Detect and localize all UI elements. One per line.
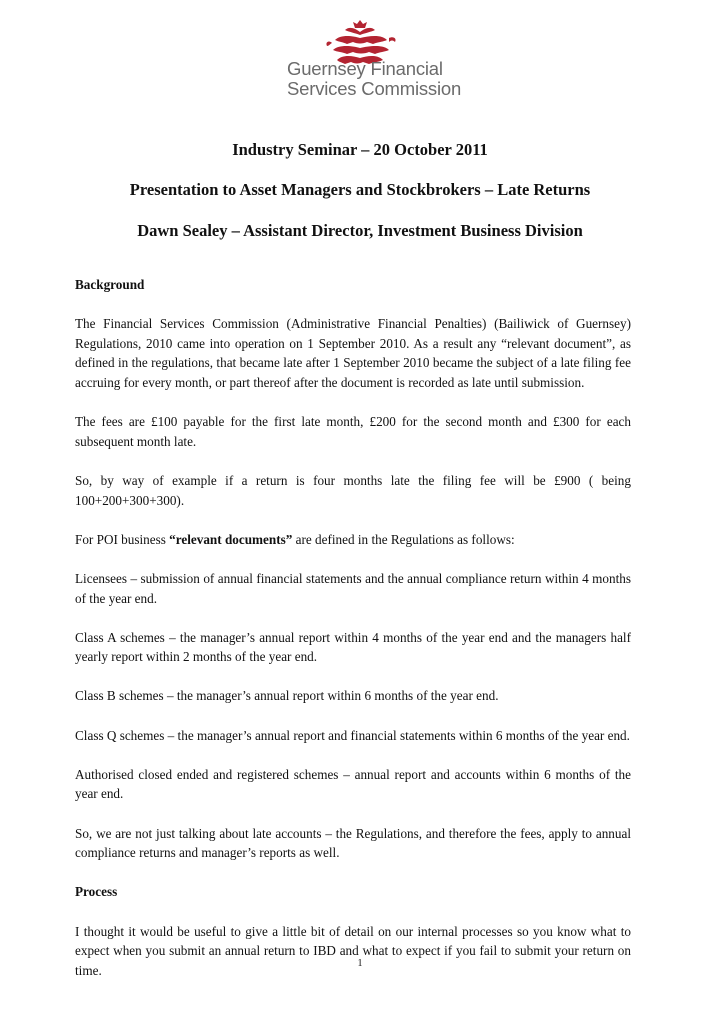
section-heading-process: Process [75,884,118,900]
logo-line-1: Guernsey Financial [287,58,443,79]
logo-wordmark [287,59,461,99]
section-heading-background: Background [75,277,145,292]
paragraph: Licensees – submission of annual financial statements and the annual compliance return within 4 months of the year end. [75,570,631,606]
paragraph: The Financial Services Commission (Administrative Financial Penalties) (Bailiwick of Guernsey) Regulations, 2010 came into operation on 1 September 2010. As a result any “relevant document”, as defined in the regulations, that became late after 1 September 2010 became the subject of a late filing fee accruing for every month, or part thereof after the document is recorded as late until submission. [75,316,631,390]
paragraph: So, by way of example if a return is four months late the filing fee will be £900 ( being 100+200+300+300). [75,472,631,508]
paragraph: I thought it would be useful to give a little bit of detail on our internal processes so you know what to expect when you submit an annual return to IBD and what to expect if you fail to submit your return on time. [75,923,631,978]
paragraph: The fees are £100 payable for the first late month, £200 for the second month and £300 for each subsequent month late. [75,414,631,449]
paragraph: So, we are not just talking about late accounts – the Regulations, and therefore the fees, apply to annual compliance returns and manager’s reports as well. [75,825,631,861]
paragraph: Class B schemes – the manager’s annual report within 6 months of the year end. [75,688,499,704]
presenter-line: Dawn Sealey – Assistant Director, Investment Business Division [137,221,583,240]
text-run: are defined in the Regulations as follows: [292,531,515,547]
presentation-title: Presentation to Asset Managers and Stockbrokers – Late Returns [129,180,591,199]
paragraph: Authorised closed ended and registered schemes – annual report and accounts within 6 months of the year end. [75,766,631,802]
paragraph: Class A schemes – the manager’s annual report within 4 months of the year end and the managers half yearly report within 2 months of the year end. [75,629,631,665]
text-run: For POI business [75,531,170,547]
paragraph: Class Q schemes – the manager’s annual report and financial statements within 6 months of the year end. [75,727,630,743]
seminar-title: Industry Seminar – 20 October 2011 [232,140,488,159]
document-body [75,275,631,1000]
logo-line-2: Services Commission [287,78,462,99]
bold-term: “relevant documents” [169,531,293,547]
paragraph [75,530,631,550]
page-number: 1 [357,958,363,969]
